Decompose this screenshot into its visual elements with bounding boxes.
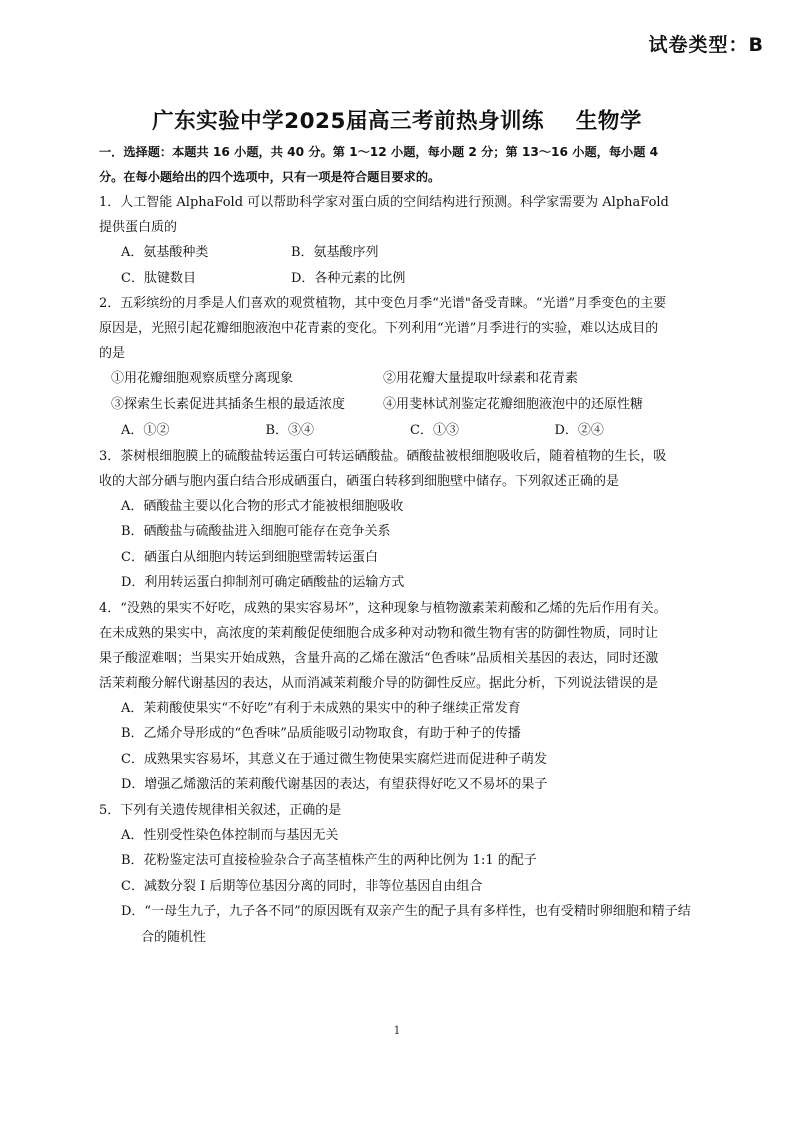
- question-text: 3．茶树根细胞膜上的硫酸盐转运蛋白可转运硒酸盐。硒酸盐被根细胞吸收后，随着植物的生长，吸: [99, 448, 667, 464]
- question-text: 果子酸涩难咽；当果实开始成熟，含量升高的乙烯在激活“色香味”品质相关基因的表达，同时还激: [99, 650, 659, 666]
- question-text: 2．五彩缤纷的月季是人们喜欢的观赏植物，其中变色月季“光谱"备受青睐。“光谱”月季变色的主要: [99, 296, 667, 311]
- option-a[interactable]: A．性别受性染色体控制而与基因无关: [121, 827, 339, 843]
- exam-content: [99, 140, 699, 950]
- question-text: 5．下列有关遗传规律相关叙述，正确的是: [99, 802, 342, 818]
- option-c[interactable]: C．硒蛋白从细胞内转运到细胞壁需转运蛋白: [121, 549, 378, 565]
- question-text: 提供蛋白质的: [99, 220, 178, 235]
- page-title: 广东实验中学2025届高三考前热身训练 生物学: [152, 109, 642, 134]
- option-c[interactable]: C．减数分裂 I 后期等位基因分离的同时，非等位基因自由组合: [121, 878, 483, 894]
- option-row: [99, 266, 699, 292]
- question-text: 在未成熟的果实中，高浓度的茉莉酸促使细胞合成多种对动物和微生物有害的防御性物质，同时让: [99, 625, 659, 641]
- question-5: [99, 798, 699, 951]
- question-1: [99, 190, 699, 291]
- question-2: [99, 291, 699, 444]
- option-a[interactable]: A．氨基酸种类: [121, 245, 209, 260]
- question-text: 收的大部分硒与胞内蛋白结合形成硒蛋白，硒蛋白转移到细胞壁中储存。下列叙述正确的是: [99, 473, 620, 489]
- option-d[interactable]: D．增强乙烯激活的茉莉酸代谢基因的表达，有望获得好吃又不易坏的果子: [121, 777, 548, 792]
- option-row: [99, 418, 699, 444]
- question-text: 的是: [99, 346, 126, 361]
- option-a[interactable]: A．茉莉酸使果实“不好吃”有利于未成熟的果实中的种子继续正常发育: [121, 700, 521, 716]
- option-a[interactable]: A．硒酸盐主要以化合物的形式才能被根细胞吸收: [121, 498, 404, 514]
- question-3: [99, 444, 699, 596]
- option-row: [99, 240, 699, 266]
- section-heading: [99, 140, 699, 190]
- statement-4: ④用斐林试剂鉴定花瓣细胞液泡中的还原性糖: [383, 397, 644, 412]
- statement-2: ②用花瓣大量提取叶绿素和花青素: [383, 371, 579, 386]
- option-d[interactable]: D．各种元素的比例: [291, 270, 406, 286]
- option-d[interactable]: D．②④: [554, 423, 604, 438]
- statement-3: ③探索生长素促进其插条生根的最适浓度: [111, 397, 346, 412]
- option-b[interactable]: B．乙烯介导形成的“色香味”品质能吸引动物取食，有助于种子的传播: [121, 726, 521, 741]
- statement-row: [99, 366, 699, 392]
- question-4: [99, 596, 699, 798]
- option-b[interactable]: B．氨基酸序列: [291, 245, 379, 260]
- statement-row: [99, 392, 699, 418]
- option-c[interactable]: C．①③: [410, 423, 459, 438]
- option-c[interactable]: C．成熟果实容易坏，其意义在于通过微生物使果实腐烂进而促进种子萌发: [121, 751, 547, 767]
- option-c[interactable]: C．肽键数目: [121, 270, 196, 286]
- section-heading-line: 一．选择题：本题共 16 小题，共 40 分。第 1～12 小题，每小题 2 分；第 13～16 小题，每小题 4: [99, 145, 659, 159]
- option-d[interactable]: D．“一母生九子，九子各不同”的原因既有双亲产生的配子具有多样性，也有受精时卵细胞和精子结合的随机性: [121, 904, 691, 945]
- option-b[interactable]: B．花粉鉴定法可直接检验杂合子高茎植株产生的两种比例为 1:1 的配子: [121, 853, 537, 868]
- question-text: 1．人工智能 AlphaFold 可以帮助科学家对蛋白质的空间结构进行预测。科学家需要为 AlphaFold: [99, 195, 669, 210]
- statement-1: ①用花瓣细胞观察质壁分离现象: [111, 371, 294, 386]
- question-text: 活茉莉酸分解代谢基因的表达，从而消减茉莉酸介导的防御性反应。据此分析，下列说法错误的是: [99, 675, 659, 691]
- question-text: 4．“没熟的果实不好吃，成熟的果实容易坏”，这种现象与植物激素茉莉酸和乙烯的先后作用有关。: [99, 600, 667, 616]
- option-b[interactable]: B．③④: [265, 423, 315, 438]
- option-b[interactable]: B．硒酸盐与硫酸盐进入细胞可能存在竞争关系: [121, 524, 391, 539]
- paper-type-label: 试卷类型：B: [648, 34, 764, 56]
- section-heading-line: 分。在每小题给出的四个选项中，只有一项是符合题目要求的。: [99, 170, 441, 184]
- question-text: 原因是，光照引起花瓣细胞液泡中花青素的变化。下列利用“光谱”月季进行的实验，难以达成目的: [99, 321, 659, 336]
- option-a[interactable]: A．①②: [121, 423, 170, 438]
- page-number: 1: [393, 1024, 401, 1037]
- option-d[interactable]: D．利用转运蛋白抑制剂可确定硒酸盐的运输方式: [121, 575, 405, 590]
